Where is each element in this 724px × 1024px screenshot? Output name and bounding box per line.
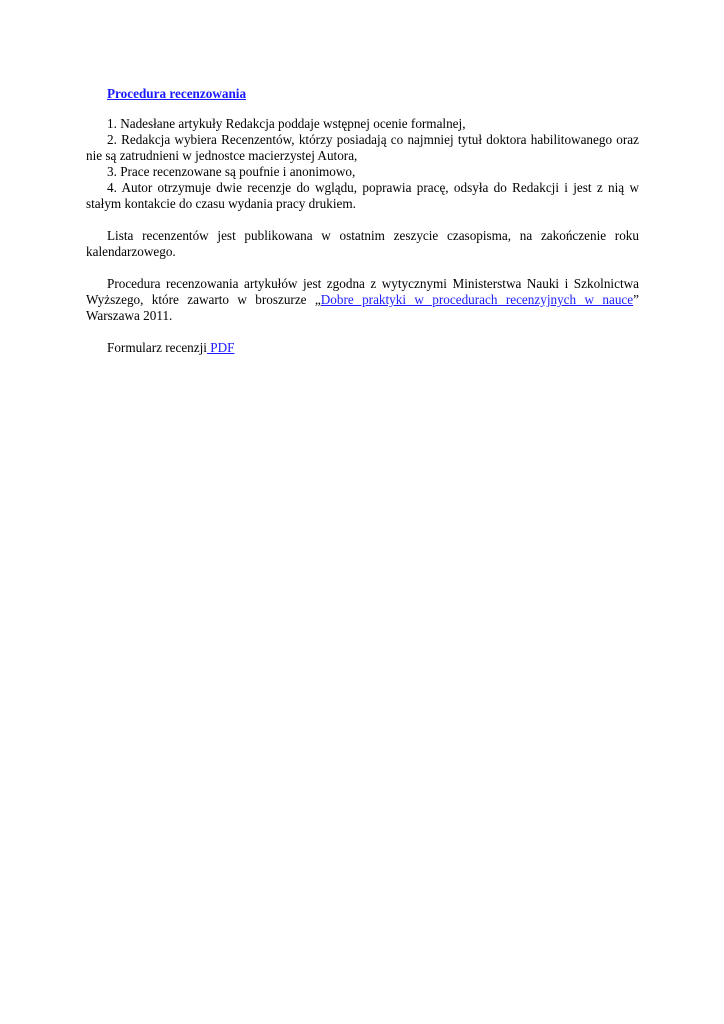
good-practices-link[interactable]: Dobre praktyki w procedurach recenzyjnych w nauce [320,292,634,307]
compliance-paragraph [86,276,639,324]
page-title[interactable]: Procedura recenzowania [107,86,247,101]
review-form-pdf-link[interactable]: PDF [206,340,235,355]
step-1: 1. Nadesłane artykuły Redakcja poddaje wstępnej ocenie formalnej, [107,116,466,131]
compliance-text-before: Procedura recenzowania artykułów jest zgodna z wytycznymi Ministerstwa Nauki i Szkolnictwa Wyższego, które zawarto w broszurze „ [86,276,639,307]
review-form-line [86,340,639,356]
compliance-text-after: ” Warszawa 2011. [86,292,639,323]
document-page [86,86,639,372]
procedure-steps [86,116,639,212]
step-3: 3. Prace recenzowane są poufnie i anonimowo, [107,164,356,179]
step-2: 2. Redakcja wybiera Recenzentów, którzy posiadają co najmniej tytuł doktora habilitowanego oraz nie są zatrudnieni w jednostce macierzystej Autora, [86,132,639,163]
review-form-label: Formularz recenzji [107,340,207,355]
step-4: 4. Autor otrzymuje dwie recenzje do wglądu, poprawia pracę, odsyła do Redakcji i jest z nią w stałym kontakcie do czasu wydania pracy drukiem. [86,180,639,211]
reviewers-list-note: Lista recenzentów jest publikowana w ostatnim zeszycie czasopisma, na zakończenie roku kalendarzowego. [86,228,639,259]
